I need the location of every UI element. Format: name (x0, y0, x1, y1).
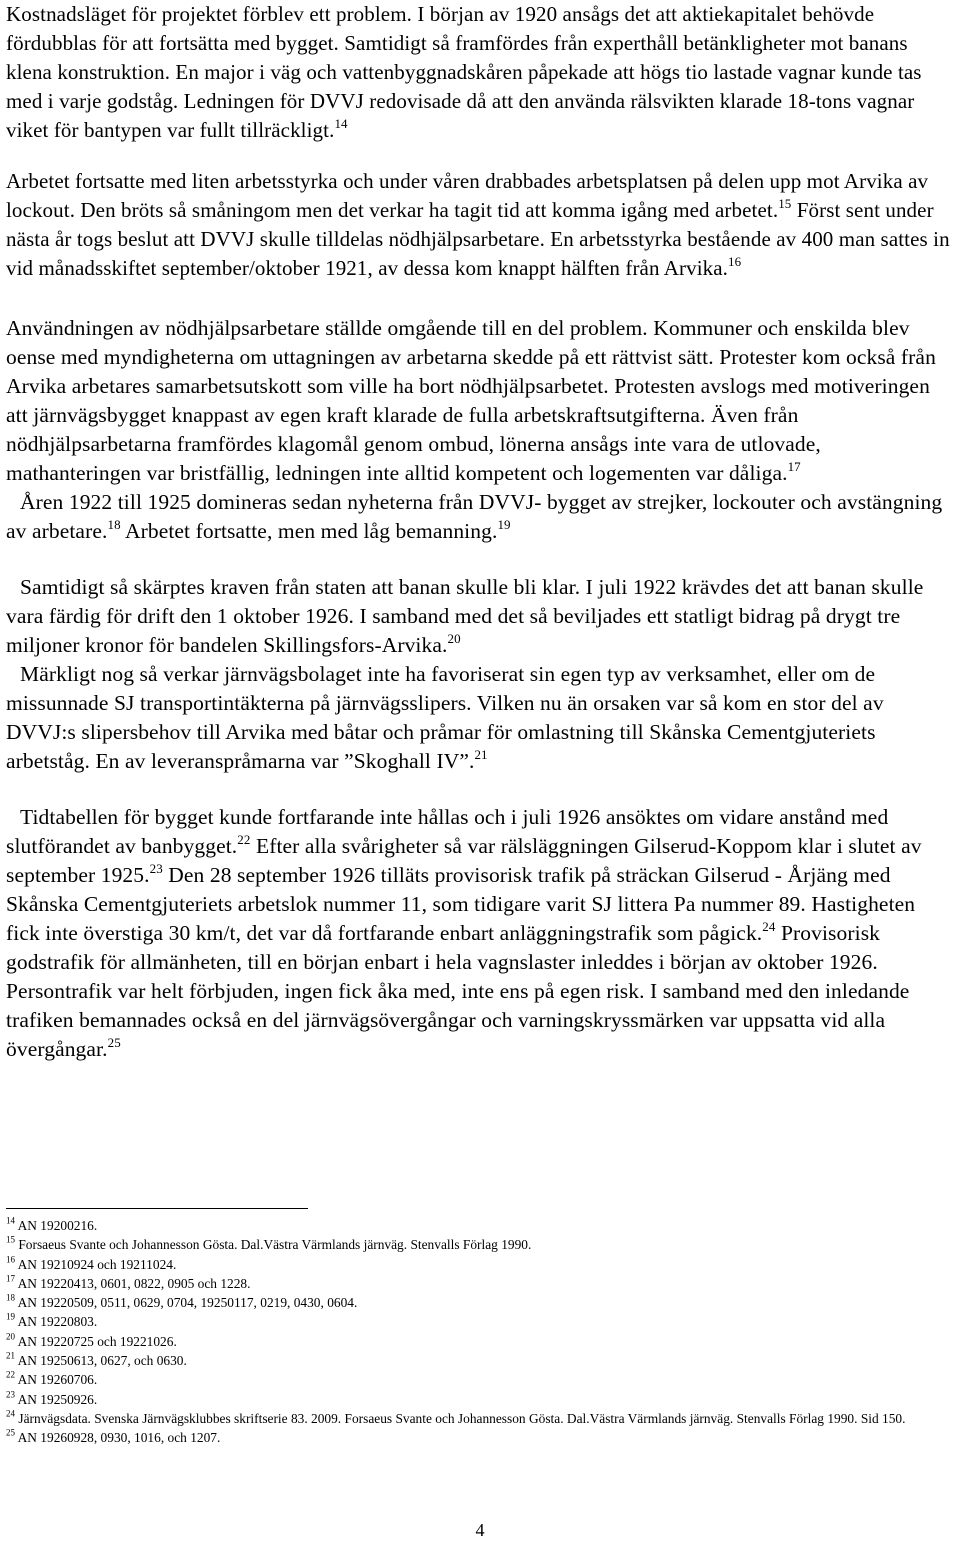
footnote-ref: 21 (474, 746, 488, 762)
footnote (6, 1293, 954, 1312)
text-run: Arbetet fortsatte, men med låg bemanning. (120, 519, 498, 543)
footnote (6, 1274, 954, 1293)
footnote-ref: 24 (762, 918, 776, 934)
footnote-text: Forsaeus Svante och Johannesson Gösta. Dal.Västra Värmlands järnväg. Stenvalls Förlag 1990. (18, 1237, 532, 1253)
footnote-number: 19 (6, 1311, 15, 1322)
paragraph (6, 0, 954, 145)
footnote-ref: 23 (149, 860, 163, 876)
paragraph (6, 803, 954, 1064)
text-run: Tidtabellen för bygget kunde fortfarande inte hållas och i juli 1926 ansöktes om vidare anstånd med slutförandet av banbygget. (6, 805, 889, 858)
footnote (6, 1370, 954, 1389)
footnote-ref: 16 (728, 253, 742, 269)
text-run: Efter alla svårigheter så var rälsläggningen Gilserud-Koppom klar i slutet av september 1925. (6, 834, 922, 887)
footnote (6, 1351, 954, 1370)
footnote-ref: 15 (778, 195, 792, 211)
paragraph (6, 167, 954, 283)
footnote-text: AN 19220803. (17, 1314, 98, 1330)
text-run: Först sent under nästa år togs beslut att DVVJ skulle tilldelas nödhjälpsarbetare. En arbetsstyrka bestående av 400 man sattes in vid månadsskiftet september/oktober 1921, av dessa kom knappt hälften från Arvika. (6, 198, 950, 280)
footnote-text: AN 19220509, 0511, 0629, 0704, 19250117, 0219, 0430, 0604. (17, 1295, 358, 1311)
footnote (6, 1216, 954, 1235)
footnote-number: 21 (6, 1350, 15, 1361)
footnote-text: AN 19250613, 0627, och 0630. (17, 1353, 187, 1369)
footnote-ref: 14 (334, 115, 348, 131)
footnote-text: AN 19250926. (17, 1391, 98, 1407)
paragraph (6, 314, 954, 488)
text-run: Provisorisk godstrafik för allmänheten, till en början enbart i hela vagnslaster inleddes i början av oktober 1926. Persontrafik var helt förbjuden, ingen fick åka med, inte ens på egen risk. I samband med den inledande trafiken bemannades också en del järnvägsövergångar och varningskryssmärken var uppsatta vid alla övergångar. (6, 921, 910, 1061)
footnote-text: AN 19260928, 0930, 1016, och 1207. (17, 1430, 221, 1446)
footnote-number: 25 (6, 1427, 15, 1438)
footnote (6, 1255, 954, 1274)
text-run: Arbetet fortsatte med liten arbetsstyrka och under våren drabbades arbetsplatsen på delen upp mot Arvika av lockout. Den bröts så småningom men det verkar ha tagit tid att komma igång med arbetet. (6, 169, 929, 222)
footnote-ref: 20 (447, 630, 461, 646)
footnote-number: 20 (6, 1331, 15, 1342)
page-number: 4 (475, 1520, 485, 1540)
footnote-ref: 17 (787, 458, 801, 474)
footnote (6, 1390, 954, 1409)
footnote-number: 18 (6, 1292, 15, 1303)
footnote-number: 22 (6, 1369, 15, 1380)
text-run: Åren 1922 till 1925 domineras sedan nyheterna från DVVJ- bygget av strejker, lockouter och avstängning av arbetare. (6, 490, 943, 543)
footnote-number: 15 (6, 1234, 15, 1245)
footnote-text: AN 19200216. (17, 1218, 98, 1233)
footnote-text: AN 19210924 och 19211024. (17, 1256, 177, 1272)
footnote-ref: 22 (237, 831, 251, 847)
paragraph (6, 488, 954, 546)
footnote-text: AN 19220413, 0601, 0822, 0905 och 1228. (17, 1275, 251, 1291)
footnote-number: 16 (6, 1253, 15, 1264)
footnote-text: AN 19260706. (17, 1372, 98, 1388)
text-run: Märkligt nog så verkar järnvägsbolaget inte ha favoriserat sin egen typ av verksamhet, eller om de missunnade SJ transportintäkterna på järnvägsslipers. Vilken nu än orsaken var så kom en stor del av DVVJ:s slipersbehov till Arvika med båtar och pråmar för omlastning till Skånska Cementgjuteriets arbetståg. En av leveranspråmarna var ”Skoghall IV”. (6, 662, 884, 773)
footnote-ref: 19 (497, 516, 511, 532)
footnote-text: Järnvägsdata. Svenska Järnvägsklubbes skriftserie 83. 2009. Forsaeus Svante och Johannesson Gösta. Dal.Västra Värmlands järnväg. Stenvalls Förlag 1990. Sid 150. (18, 1410, 906, 1426)
footnote-number: 24 (6, 1408, 15, 1419)
text-run: Kostnadsläget för projektet förblev ett problem. I början av 1920 ansågs det att aktiekapitalet behövde fördubblas för att fortsätta med bygget. Samtidigt så framfördes från experthåll betänkligheter mot banans klena konstruktion. En major i väg och vattenbyggnadskåren påpekade att högs tio lastade vagnar kunde tas med i varje godståg. Ledningen för DVVJ redovisade då att den använda rälsvikten klarade 18-tons vagnar viket för bantypen var fullt tillräckligt. (6, 2, 922, 142)
document-page (6, 0, 954, 1064)
footnotes (6, 1216, 954, 1448)
paragraph (6, 660, 954, 776)
paragraph (6, 573, 954, 660)
footnote-ref: 18 (107, 516, 121, 532)
footnote (6, 1312, 954, 1331)
text-run: Samtidigt så skärptes kraven från staten att banan skulle bli klar. I juli 1922 krävdes det att banan skulle vara färdig för drift den 1 oktober 1926. I samband med det så beviljades ett statligt bidrag på drygt tre miljoner kronor för bandelen Skillingsfors-Arvika. (6, 575, 924, 657)
footnote-number: 14 (6, 1215, 15, 1226)
footnote (6, 1428, 954, 1447)
text-run: Den 28 september 1926 tilläts provisorisk trafik på sträckan Gilserud - Årjäng med Skånska Cementgjuteriets arbetslok nummer 11, som tidigare varit SJ littera Pa nummer 89. Hastigheten fick inte överstiga 30 km/t, det var då fortfarande enbart anläggningstrafik som pågick. (6, 863, 916, 945)
footnote (6, 1332, 954, 1351)
footnote-text: AN 19220725 och 19221026. (17, 1333, 177, 1349)
footnote (6, 1409, 954, 1428)
footnote-separator (6, 1208, 308, 1209)
footnote (6, 1235, 954, 1254)
text-run: Användningen av nödhjälpsarbetare ställde omgående till en del problem. Kommuner och enskilda blev oense med myndigheterna om uttagningen av arbetarna skedde på ett rättvist sätt. Protester kom också från Arvika arbetares samarbetsutskott som ville ha bort nödhjälpsarbetet. Protesten avslogs med motiveringen att järnvägsbygget knappast av egen kraft klarade de fulla arbetskraftsutgifterna. Även från nödhjälpsarbetarna framfördes klagomål genom ombud, lönerna ansågs inte vara de utlovade, mathanteringen var bristfällig, ledningen inte alltid kompetent och logementen var dåliga. (6, 316, 936, 485)
footnote-number: 23 (6, 1388, 15, 1399)
footnote-ref: 25 (107, 1034, 121, 1050)
footnote-number: 17 (6, 1273, 15, 1284)
